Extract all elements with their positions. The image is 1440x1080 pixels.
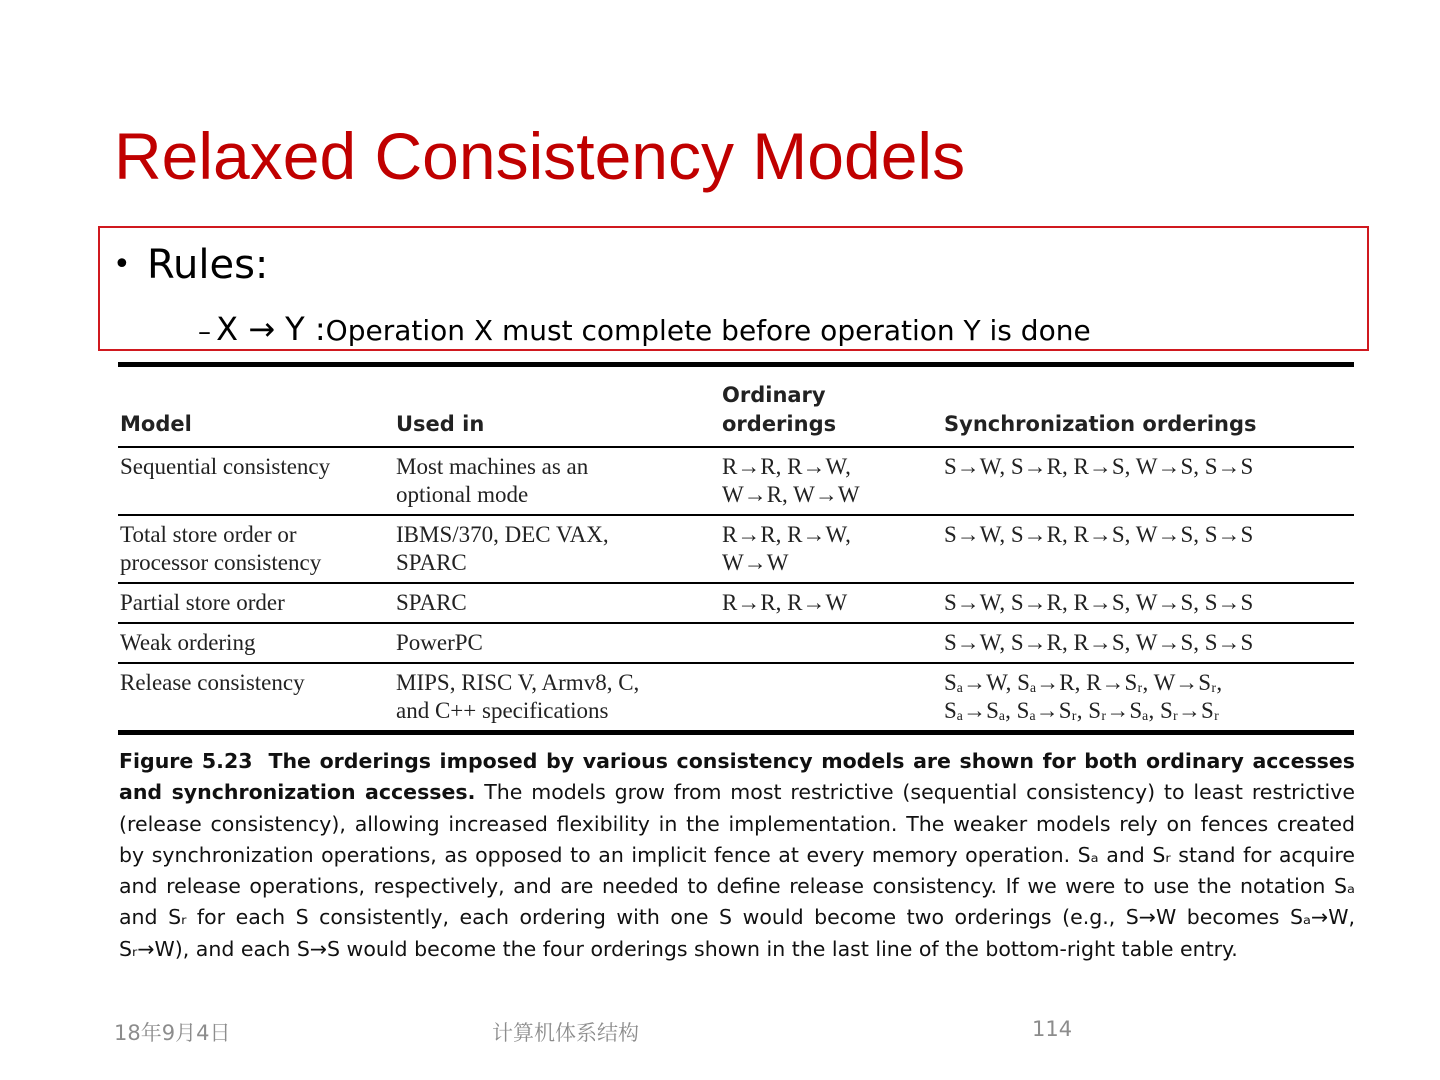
rule-definition — [198, 310, 1091, 348]
rule-description: Operation X must complete before operation Y is done — [325, 314, 1091, 347]
cell-sync: S→W, S→R, R→S, W→S, S→S — [942, 447, 1354, 515]
consistency-models-table — [118, 362, 1354, 735]
table-row — [118, 623, 1354, 663]
header-model: Model — [118, 365, 394, 448]
caption-text: The models grow from most restrictive (sequential consistency) to least restrictive (release consistency), allowing increased flexibility in the implementation. The weaker models rely on fences created by synchronization operations, as opposed to an implicit fence at every memory operation. Sₐ and Sᵣ stand for acquire and release operations, respectively, and are needed to define release consistency. If we were to use the notation Sₐ and Sᵣ for each S consistently, each ordering with one S would become two orderings (e.g., S→W becomes Sₐ→W, Sᵣ→W), and each S→S would become the four orderings shown in the last line of the bottom-right table entry. — [119, 780, 1355, 961]
caption-bold-text: The orderings imposed by various consistency models are shown for both ordinary accesses and synchronization accesses. — [119, 749, 1355, 805]
cell-ordinary: R→R, R→W, W→R, W→W — [720, 447, 942, 515]
cell-model: Weak ordering — [118, 623, 394, 663]
cell-model: Sequential consistency — [118, 447, 394, 515]
cell-used-in: PowerPC — [394, 623, 720, 663]
table-row — [118, 515, 1354, 583]
table-header-row — [118, 365, 1354, 448]
cell-ordinary: R→R, R→W, W→W — [720, 515, 942, 583]
slide-title: Relaxed Consistency Models — [114, 119, 966, 193]
cell-ordinary: R→R, R→W — [720, 583, 942, 623]
cell-used-in: SPARC — [394, 583, 720, 623]
bullet-label: Rules: — [147, 242, 269, 288]
sub-bullet-dash: – — [198, 317, 211, 347]
cell-sync: Sₐ→W, Sₐ→R, R→Sᵣ, W→Sᵣ, Sₐ→Sₐ, Sₐ→Sᵣ, Sᵣ→Sₐ, Sᵣ→Sᵣ — [942, 663, 1354, 733]
table-row — [118, 583, 1354, 623]
footer-date: 18年9月4日 — [114, 1021, 231, 1045]
bullet-rules — [113, 242, 268, 288]
cell-model: Partial store order — [118, 583, 394, 623]
cell-used-in: MIPS, RISC V, Armv8, C, and C++ specifications — [394, 663, 720, 733]
bullet-dot-icon: • — [113, 247, 131, 282]
caption-label: Figure 5.23 — [119, 749, 253, 773]
cell-model: Total store order or processor consistency — [118, 515, 394, 583]
figure-caption — [119, 746, 1355, 965]
footer-page-number: 114 — [1032, 1017, 1073, 1041]
cell-ordinary — [720, 623, 942, 663]
header-sync-orderings: Synchronization orderings — [942, 365, 1354, 448]
footer-course: 计算机体系结构 — [492, 1021, 639, 1045]
rule-notation: X → Y : — [216, 310, 326, 348]
table-row — [118, 663, 1354, 733]
cell-used-in: IBMS/370, DEC VAX, SPARC — [394, 515, 720, 583]
cell-used-in: Most machines as an optional mode — [394, 447, 720, 515]
header-used-in: Used in — [394, 365, 720, 448]
header-ordinary-orderings: Ordinary orderings — [720, 365, 942, 448]
cell-model: Release consistency — [118, 663, 394, 733]
table-row — [118, 447, 1354, 515]
cell-sync: S→W, S→R, R→S, W→S, S→S — [942, 583, 1354, 623]
cell-sync: S→W, S→R, R→S, W→S, S→S — [942, 623, 1354, 663]
cell-sync: S→W, S→R, R→S, W→S, S→S — [942, 515, 1354, 583]
cell-ordinary — [720, 663, 942, 733]
